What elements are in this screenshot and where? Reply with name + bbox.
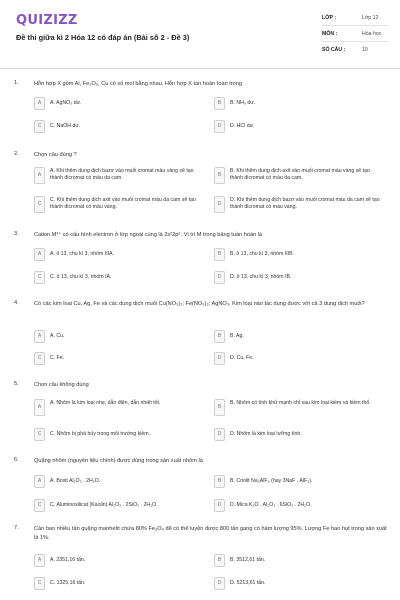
option-letter: B: [214, 97, 225, 110]
option-text: A. 2351,16 tấn.: [50, 557, 86, 563]
option-text: B. 3512,61 tấn.: [230, 557, 266, 563]
option-text: D. HCl dư.: [230, 123, 255, 129]
question-number: 4.: [14, 300, 19, 306]
worksheet-header: [0, 0, 400, 68]
option-letter: B: [214, 554, 225, 567]
option-text: D. ô 13, chu kì 3, nhóm IB.: [230, 274, 292, 280]
option-text: B. Criolit Na₃AlF₆ (hay 3NaF . AlF₃).: [230, 478, 313, 484]
option-text: C. Fe.: [50, 355, 65, 361]
option-letter: C: [34, 120, 45, 133]
option-letter: A: [34, 97, 45, 110]
option-text: D. Mica K₂O . Al₂O₃ . 6SiO₂ . 2H₂O.: [230, 502, 312, 508]
quizizz-logo: QUIZIZZ: [16, 13, 78, 28]
question-number: 5.: [14, 381, 19, 387]
question-text: Chọn câu không đúng: [34, 382, 89, 388]
question-number: 1.: [14, 80, 19, 86]
meta-count-label: SỐ CÂU :: [322, 47, 346, 53]
option-letter: A: [34, 554, 45, 567]
question-text: Cần bao nhiêu tấn quặng manhetit chứa 80% Fe₃O₄ để có thể luyện được 800 tấn gang có hàm lượng 95%. Lượng Fe hao hụt trong sản xuất là 1%.: [34, 526, 387, 541]
option-text: B. NH₃ dư.: [230, 100, 256, 106]
meta-subject-label: MÔN :: [322, 31, 338, 37]
option-letter: D: [214, 352, 225, 365]
question-text: Hỗn hợp X gồm Al, Fe₂O₃, Cu có số mol bằng nhau. Hỗn hợp X tan hoàn toàn trong: [34, 81, 243, 87]
option-letter: B: [214, 167, 225, 184]
option-text: A. Nhôm là kim loại nhẹ, dẫn điện, dẫn nhiệt tốt.: [50, 400, 161, 406]
option-text: B. Nhôm có tính khử mạnh chỉ sau kim loại kiềm và kiềm thổ.: [230, 400, 371, 406]
option-letter: D: [214, 428, 225, 441]
option-letter: D: [214, 271, 225, 284]
option-letter: B: [214, 399, 225, 416]
meta-count-value: 10: [362, 47, 368, 53]
option-text: A. Khi thêm dung dịch bazơ vào muối cromat màu vàng sẽ tạo thành đicromat có màu da cam.: [50, 168, 194, 181]
option-letter: A: [34, 330, 45, 343]
option-text: B. Khi thêm dung dịch axit vào muối cromat màu vàng sẽ tạo thành đicromat có màu da cam.: [230, 168, 370, 181]
option-letter: B: [214, 475, 225, 488]
option-text: D. 5213,61 tấn.: [230, 580, 266, 586]
option-text: C. Aluminosilicat (Kaolin) Al₂O₃ . 2SiO₂ . 2H₂O.: [50, 502, 158, 508]
option-text: C. ô 13, chu kì 3, nhóm IA.: [50, 274, 112, 280]
option-letter: B: [214, 248, 225, 261]
option-text: B. Ag.: [230, 333, 244, 339]
option-text: C. NaOH dư.: [50, 123, 81, 129]
question-number: 7.: [14, 525, 19, 531]
option-text: A. Cu.: [50, 333, 65, 339]
question-number: 6.: [14, 457, 19, 463]
option-letter: D: [214, 120, 225, 133]
option-letter: A: [34, 248, 45, 261]
header-divider: [0, 68, 400, 69]
page-title: Đề thi giữa kì 2 Hóa 12 có đáp án (Bài số 2 - Đề 3): [16, 33, 190, 42]
option-letter: A: [34, 399, 45, 416]
meta-divider: [322, 25, 388, 26]
option-letter: C: [34, 196, 45, 213]
meta-grade-label: LỚP :: [322, 15, 337, 21]
option-text: B. ô 13, chu kì 3, nhóm IIIB.: [230, 251, 295, 257]
question-number: 3.: [14, 231, 19, 237]
question-number: 2.: [14, 151, 19, 157]
option-text: A. ô 13, chu kì 3, nhóm IIIA.: [50, 251, 115, 257]
option-text: D. Khi thêm dung dịch bazơ vào muối cromat màu da cam sẽ tạo thành đicromat có màu vàng.: [230, 197, 380, 210]
option-text: D. Nhôm là kim loại lưỡng tính.: [230, 431, 302, 437]
option-text: C. Nhôm bị phá hủy trong môi trường kiềm.: [50, 431, 151, 437]
option-letter: D: [214, 577, 225, 590]
option-text: C. 1325,16 tấn.: [50, 580, 86, 586]
question-text: Quặng nhôm (nguyên liệu chính) được dùng trong sản xuất nhôm là: [34, 458, 203, 464]
option-letter: D: [214, 499, 225, 512]
option-letter: C: [34, 352, 45, 365]
question-text: Có các kim loại Cu, Ag, Fe và các dung dịch muối Cu(NO₃)₂; Fe(NO₃)₃; AgNO₃. Kim loại nào tác dụng được với cả 3 dung dịch muối?: [34, 301, 365, 307]
option-letter: C: [34, 271, 45, 284]
option-text: A. Boxit Al₂O₃ . 2H₂O.: [50, 478, 101, 484]
meta-subject-value: Hóa học: [362, 31, 382, 37]
question-text: Cation M³⁺ có cấu hình electron ở lớp ngoài cùng là 2s²2p⁶. Vị trí M trong bảng tuần hoàn là: [34, 232, 263, 238]
option-text: A. AgNO₃ dư.: [50, 100, 82, 106]
option-letter: B: [214, 330, 225, 343]
option-letter: C: [34, 428, 45, 441]
option-letter: D: [214, 196, 225, 213]
option-letter: A: [34, 475, 45, 488]
option-text: C. Khi thêm dung dịch axit vào muối cromat màu da cam sẽ tạo thành đicromat có màu vàng.: [50, 197, 196, 210]
option-letter: C: [34, 499, 45, 512]
option-letter: A: [34, 167, 45, 184]
question-text: Chọn câu đúng ?: [34, 152, 77, 158]
option-letter: C: [34, 577, 45, 590]
option-text: D. Cu, Fe.: [230, 355, 254, 361]
meta-divider: [322, 41, 388, 42]
meta-grade-value: Lớp 12: [362, 15, 379, 21]
